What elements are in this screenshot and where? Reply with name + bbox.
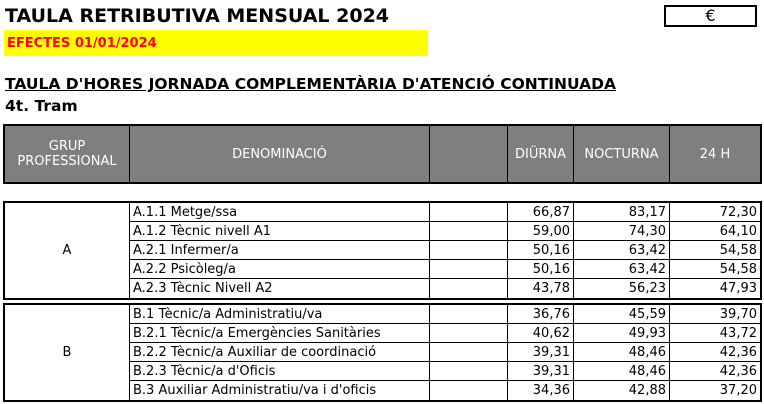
diurna-cell: 50,16 — [508, 260, 574, 279]
header-diurna: DIÜRNA — [508, 126, 574, 182]
page-title: TAULA RETRIBUTIVA MENSUAL 2024 — [5, 5, 390, 27]
h24-cell: 42,36 — [670, 343, 760, 362]
denominacio-cell: A.1.2 Tècnic nivell A1 — [130, 222, 430, 241]
diurna-cell: 50,16 — [508, 241, 574, 260]
group-a — [3, 201, 762, 300]
nocturna-cell: 48,46 — [574, 362, 670, 381]
header-blank — [430, 126, 508, 182]
denominacio-cell: B.3 Auxiliar Administratiu/va i d'oficis — [130, 381, 430, 400]
header-grup-professional: GRUP PROFESSIONAL — [5, 126, 130, 182]
nocturna-cell: 42,88 — [574, 381, 670, 400]
diurna-cell: 39,31 — [508, 362, 574, 381]
diurna-cell: 43,78 — [508, 279, 574, 298]
nocturna-cell: 74,30 — [574, 222, 670, 241]
nocturna-cell: 45,59 — [574, 305, 670, 324]
denominacio-cell: B.2.3 Tècnic/a d'Oficis — [130, 362, 430, 381]
h24-cell: 43,72 — [670, 324, 760, 343]
h24-cell: 47,93 — [719, 281, 757, 296]
blank-cell — [430, 241, 508, 260]
nocturna-cell: 63,42 — [574, 241, 670, 260]
denominacio-cell: B.1 Tècnic/a Administratiu/va — [130, 305, 430, 324]
blank-cell — [430, 279, 508, 298]
table-row — [130, 279, 760, 298]
table-subtitle: TAULA D'HORES JORNADA COMPLEMENTÀRIA D'ATENCIÓ CONTINUADA — [5, 75, 616, 93]
h24-cell: 72,30 — [670, 203, 760, 222]
effects-date-banner: EFECTES 01/01/2024 — [4, 30, 428, 56]
denominacio-cell: A.2.1 Infermer/a — [130, 241, 430, 260]
h24-cell: 64,10 — [670, 222, 760, 241]
denominacio-cell: B.2.2 Tècnic/a Auxiliar de coordinació — [130, 343, 430, 362]
blank-cell — [430, 260, 508, 279]
table-row — [130, 203, 760, 222]
table-row — [130, 362, 760, 381]
nocturna-cell: 49,93 — [574, 324, 670, 343]
denominacio-cell: A.2.2 Psicòleg/a — [130, 260, 430, 279]
nocturna-cell: 83,17 — [574, 203, 670, 222]
denominacio-cell: A.2.3 Tècnic Nivell A2 — [130, 279, 430, 298]
blank-cell — [430, 305, 508, 324]
group-label: B — [5, 305, 130, 400]
diurna-cell: 36,76 — [508, 305, 574, 324]
header-24h: 24 H — [699, 146, 731, 162]
table-row — [130, 381, 760, 400]
blank-cell — [430, 222, 508, 241]
table-row — [130, 343, 760, 362]
blank-cell — [430, 381, 508, 400]
tram-label: 4t. Tram — [5, 97, 78, 115]
table-header — [3, 124, 762, 184]
blank-cell — [430, 203, 508, 222]
denominacio-cell: A.1.1 Metge/ssa — [130, 203, 430, 222]
blank-cell — [430, 343, 508, 362]
h24-cell: 54,58 — [670, 260, 760, 279]
diurna-cell: 66,87 — [508, 203, 574, 222]
table-row — [130, 324, 760, 343]
diurna-cell: 39,31 — [508, 343, 574, 362]
group-label: A — [5, 203, 130, 298]
h24-cell: 42,36 — [670, 362, 760, 381]
diurna-cell: 40,62 — [508, 324, 574, 343]
diurna-cell: 34,36 — [508, 381, 574, 400]
h24-cell: 37,20 — [719, 383, 757, 398]
group-b — [3, 303, 762, 402]
nocturna-cell: 63,42 — [574, 260, 670, 279]
nocturna-cell: 48,46 — [574, 343, 670, 362]
table-row — [130, 260, 760, 279]
diurna-cell: 59,00 — [508, 222, 574, 241]
blank-cell — [430, 324, 508, 343]
header-nocturna: NOCTURNA — [574, 126, 670, 182]
h24-cell: 54,58 — [670, 241, 760, 260]
denominacio-cell: B.2.1 Tècnic/a Emergències Sanitàries — [130, 324, 430, 343]
table-row — [130, 241, 760, 260]
nocturna-cell: 56,23 — [574, 279, 670, 298]
header-denominacio: DENOMINACIÓ — [130, 126, 430, 182]
h24-cell: 39,70 — [670, 305, 760, 324]
table-row — [130, 222, 760, 241]
table-row — [130, 305, 760, 324]
blank-cell — [430, 362, 508, 381]
currency-box: € — [664, 5, 757, 27]
